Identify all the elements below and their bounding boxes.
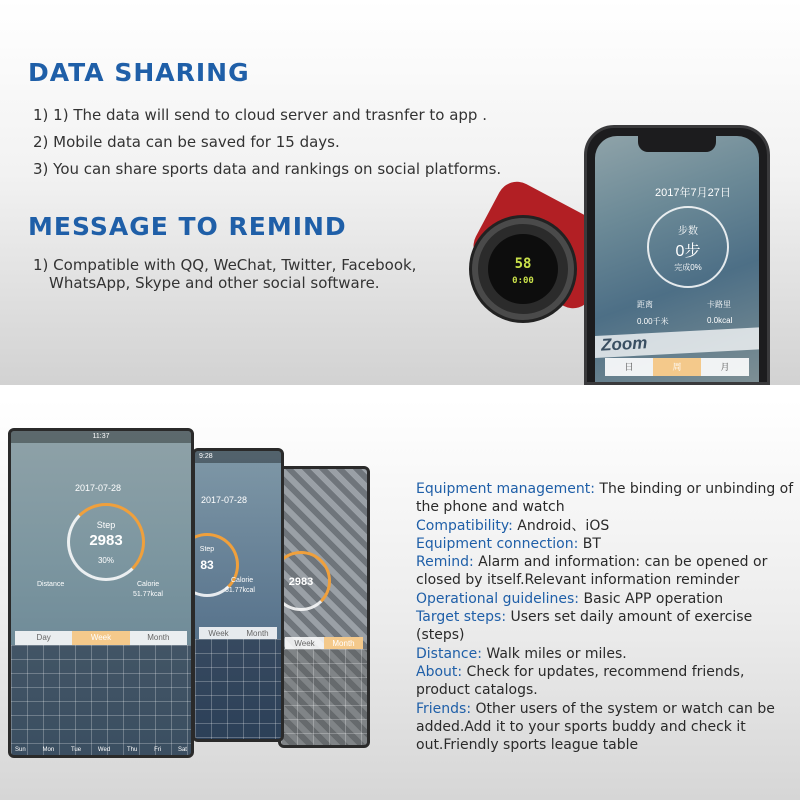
phone-screenshot-1 xyxy=(8,428,194,758)
feature-key: Equipment management: xyxy=(416,481,595,497)
period-tabs-3 xyxy=(285,637,363,649)
period-tabs xyxy=(605,358,749,376)
step-ring-1-label: Step xyxy=(96,520,116,530)
feature-item xyxy=(416,663,800,700)
distance-label-1: Distance xyxy=(37,581,65,588)
tab-day-1[interactable]: Day xyxy=(36,633,51,642)
tab-month-1[interactable]: Month xyxy=(147,633,170,642)
watch-sub-digits: 0:00 xyxy=(512,276,534,286)
feature-key: Remind: xyxy=(416,554,474,571)
feature-text: The binding or unbinding of the phone and watch xyxy=(416,481,794,516)
day-mon: Mon xyxy=(42,747,55,753)
day-sat: Sat xyxy=(177,747,187,753)
tab-day[interactable]: 日 xyxy=(624,362,634,372)
remind-line-2: WhatsApp, Skype and other social software. xyxy=(49,274,380,292)
day-fri: Fri xyxy=(154,747,162,753)
phone-notch xyxy=(638,136,716,152)
sharing-line-2: 2) Mobile data can be saved for 15 days. xyxy=(33,133,340,151)
status-time-2: 9:28 xyxy=(199,453,213,460)
feature-text: Users set daily amount of exercise (steps) xyxy=(416,609,753,644)
activity-chart-2 xyxy=(195,639,281,739)
tab-week-1[interactable]: Week xyxy=(72,631,129,645)
calorie-label: 卡路里 xyxy=(707,300,731,309)
step-ring-value: 0步 xyxy=(675,243,701,260)
step-ring-3 xyxy=(278,551,331,611)
phone-date: 2017年7月27日 xyxy=(655,187,731,199)
day-wed: Wed xyxy=(97,747,111,753)
data-sharing-heading: DATA SHARING xyxy=(28,58,250,87)
feature-text: Other users of the system or watch can be added.Add it to your sports buddy and check it out.Friendly sports league table xyxy=(416,700,775,754)
feature-item xyxy=(416,480,800,517)
feature-key: Distance: xyxy=(416,645,482,662)
feature-item xyxy=(416,645,800,663)
step-ring-3-value: 2983 xyxy=(288,576,314,588)
sharing-line-3: 3) You can share sports data and rankings on social platforms. xyxy=(33,160,502,178)
date-2: 2017-07-28 xyxy=(201,495,248,505)
feature-key: About: xyxy=(416,663,463,680)
phone-screenshot-3 xyxy=(278,466,370,748)
tab-month-3[interactable]: Month xyxy=(324,637,363,649)
feature-key: Target steps: xyxy=(416,609,507,626)
watch-face xyxy=(488,234,558,304)
feature-key: Operational guidelines: xyxy=(416,590,580,607)
day-sun: Sun xyxy=(15,747,26,753)
feature-text: Walk miles or miles. xyxy=(481,645,627,662)
activity-chart-1 xyxy=(11,645,191,755)
tab-week-3[interactable]: Week xyxy=(294,639,315,648)
feature-text: Check for updates, recommend friends, product catalogs. xyxy=(416,663,745,699)
feature-item xyxy=(416,517,800,535)
zoom-track-text: Zoom xyxy=(595,326,759,359)
feature-list xyxy=(416,480,800,754)
period-tabs-2 xyxy=(199,627,277,639)
step-ring-label: 步数 xyxy=(678,226,698,237)
calorie-label-2: Calorie xyxy=(231,577,254,584)
step-ring-1 xyxy=(67,503,145,581)
status-bar-1 xyxy=(11,431,191,443)
status-time-1: 11:37 xyxy=(92,433,110,440)
feature-item xyxy=(416,700,800,755)
smartphone-image xyxy=(584,125,770,385)
tab-week-2[interactable]: Week xyxy=(208,629,229,638)
tab-month[interactable]: 月 xyxy=(720,362,730,372)
phone-screen xyxy=(595,136,759,382)
feature-item xyxy=(416,553,800,590)
weekday-labels xyxy=(15,747,187,753)
calorie-value: 0.0kcal xyxy=(707,316,733,325)
calorie-value-1: 51.77kcal xyxy=(133,591,163,598)
calorie-label-1: Calorie xyxy=(137,581,160,588)
feature-item xyxy=(416,608,800,645)
feature-key: Friends: xyxy=(416,700,472,717)
calorie-value-2: 51.77kcal xyxy=(225,587,255,594)
period-tabs-1 xyxy=(15,631,187,645)
tab-week[interactable]: 周 xyxy=(653,358,701,376)
smartwatch-image xyxy=(472,218,574,320)
step-ring-2-label: Step xyxy=(199,546,215,553)
feature-text: Android、iOS xyxy=(512,517,610,534)
app-features-panel xyxy=(0,400,800,800)
remind-line-1: 1) Compatible with QQ, WeChat, Twitter, Facebook, xyxy=(33,256,417,274)
date-1: 2017-07-28 xyxy=(75,483,122,493)
feature-key: Equipment connection: xyxy=(416,535,579,552)
watch-digits: 58 xyxy=(514,256,532,272)
feature-item xyxy=(416,535,800,553)
feature-item xyxy=(416,590,800,608)
phone-screenshot-2 xyxy=(192,448,284,742)
status-bar-2 xyxy=(195,451,281,463)
step-ring-progress: 完成0% xyxy=(674,263,702,272)
day-thu: Thu xyxy=(126,747,138,753)
feature-key: Compatibility: xyxy=(416,517,513,534)
activity-chart-3 xyxy=(281,649,367,745)
distance-label: 距离 xyxy=(637,300,653,309)
distance-value: 0.00千米 xyxy=(637,317,669,326)
step-ring-1-value: 2983 xyxy=(89,532,123,549)
feature-text: Basic APP operation xyxy=(579,590,724,607)
sharing-line-1: 1) 1) The data will send to cloud server and trasnfer to app . xyxy=(33,106,487,124)
step-ring-1-progress: 30% xyxy=(97,556,114,565)
step-ring xyxy=(647,206,729,288)
feature-text: Alarm and information: can be opened or closed by itself.Relevant information reminder xyxy=(416,554,768,589)
message-remind-heading: MESSAGE TO REMIND xyxy=(28,212,347,241)
data-sharing-panel xyxy=(0,0,800,385)
tab-month-2[interactable]: Month xyxy=(246,629,269,638)
step-ring-2-value: 83 xyxy=(200,558,214,572)
day-tue: Tue xyxy=(70,747,82,753)
feature-text: BT xyxy=(578,535,601,552)
